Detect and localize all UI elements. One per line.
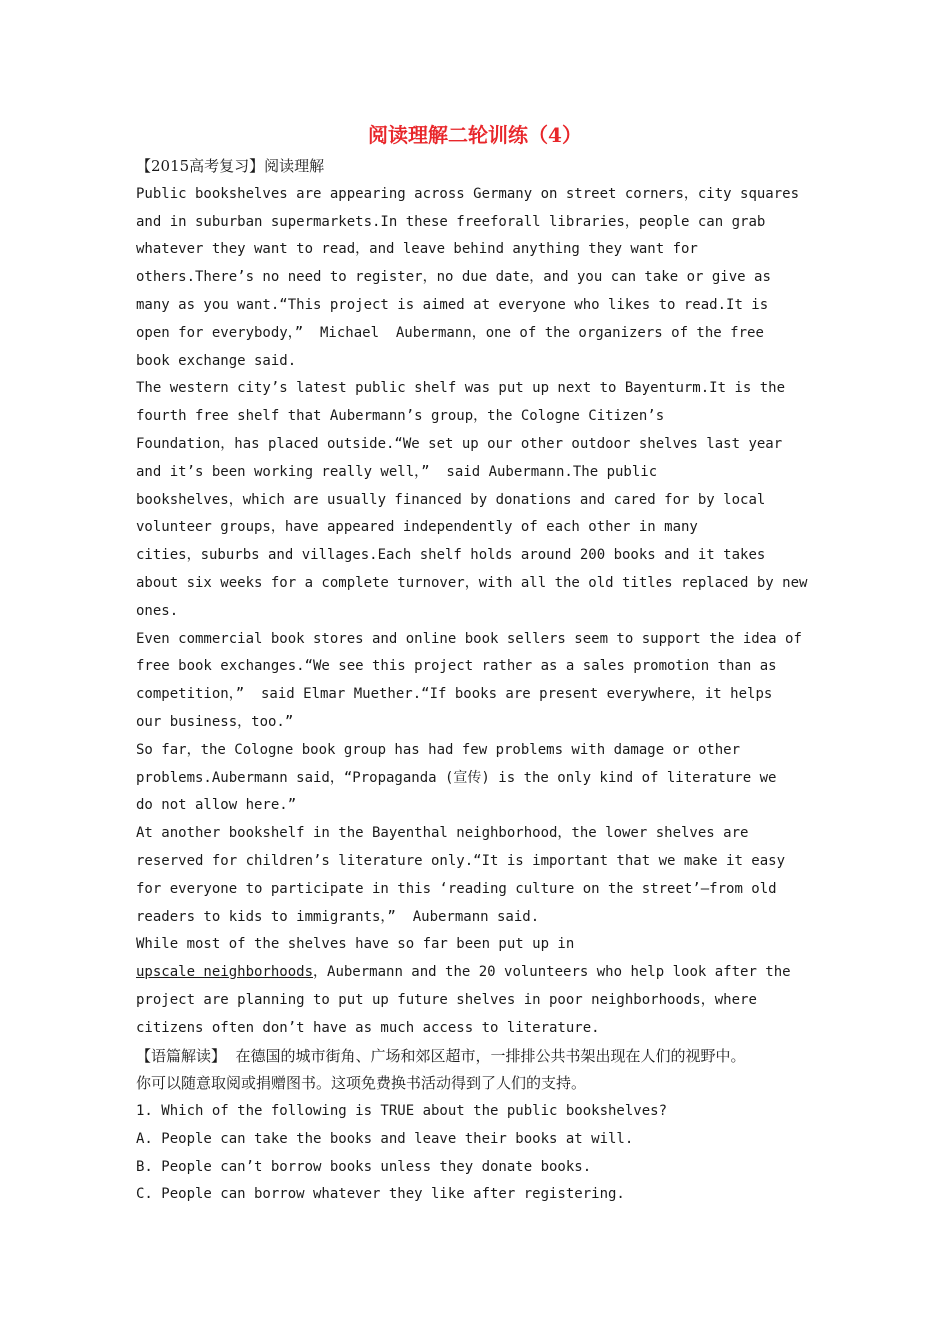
text-line: bookshelves，which are usually financed by donations and cared for by local — [136, 491, 766, 508]
text-line: book exchange said. — [136, 352, 297, 369]
text-line-underlined — [136, 959, 826, 987]
passage-analysis-line: 【语篇解读】 在德国的城市街角、广场和郊区超市，一排排公共书架出现在人们的视野中。 — [136, 1046, 746, 1065]
document-body — [136, 153, 826, 1209]
text-line: At another bookshelf in the Bayenthal neighborhood，the lower shelves are — [136, 825, 749, 842]
text-line: whatever they want to read，and leave behind anything they want for — [136, 241, 698, 258]
passage-analysis-line: 你可以随意取阅或捐赠图书。这项免费换书活动得到了人们的支持。 — [136, 1074, 587, 1093]
text-line: citizens often don’t have as much access to literature. — [136, 1019, 600, 1036]
text-line: open for everybody，” Michael Aubermann，one of the organizers of the free — [136, 324, 764, 341]
text-line: our business，too.” — [136, 713, 294, 730]
option-c: C. People can borrow whatever they like after registering. — [136, 1186, 625, 1203]
question-text: 1. Which of the following is TRUE about the public bookshelves? — [136, 1103, 668, 1120]
text-line: many as you want.“This project is aimed at everyone who likes to read.It is — [136, 296, 769, 313]
text-line: volunteer groups，have appeared independently of each other in many — [136, 519, 698, 536]
text-line: fourth free shelf that Aubermann’s group，the Cologne Citizen’s — [136, 408, 665, 425]
text-line: Public bookshelves are appearing across Germany on street corners，city squares — [136, 185, 800, 202]
text-line: and it’s been working really well，” said Aubermann.The public — [136, 463, 658, 480]
text-line: about six weeks for a complete turnover，with all the old titles replaced by new — [136, 574, 808, 591]
text-line: Foundation，has placed outside.“We set up our other outdoor shelves last year — [136, 435, 783, 452]
text-line: for everyone to participate in this ‘reading culture on the street’—from old — [136, 880, 777, 897]
text-line: So far，the Cologne book group has had few problems with damage or other — [136, 741, 741, 758]
text-line: do not allow here.” — [136, 797, 297, 814]
underlined-phrase: upscale neighborhoods — [136, 964, 314, 981]
text-line: reserved for children’s literature only.“It is important that we make it easy — [136, 852, 786, 869]
text-line: and in suburban supermarkets.In these freeforall libraries，people can grab — [136, 213, 766, 230]
text-line: The western city’s latest public shelf was put up next to Bayenturm.It is the — [136, 380, 786, 397]
option-b: B. People can’t borrow books unless they donate books. — [136, 1158, 592, 1175]
text-line: problems.Aubermann said，“Propaganda (宣传) is the only kind of literature we — [136, 769, 777, 786]
text-line: readers to kids to immigrants，” Aubermann said. — [136, 908, 540, 925]
section-heading: 【2015高考复习】阅读理解 — [136, 157, 325, 175]
text-line-rest: ，Aubermann and the 20 volunteers who help look after the — [313, 964, 791, 981]
text-line: project are planning to put up future shelves in poor neighborhoods，where — [136, 991, 757, 1008]
text-line: Even commercial book stores and online book sellers seem to support the idea of — [136, 630, 802, 647]
text-line: While most of the shelves have so far been put up in — [136, 936, 575, 953]
text-line: ones. — [136, 602, 179, 619]
text-line: cities，suburbs and villages.Each shelf holds around 200 books and it takes — [136, 547, 766, 564]
text-line: free book exchanges.“We see this project rather as a sales promotion than as — [136, 658, 777, 675]
text-line: competition，” said Elmar Muether.“If books are present everywhere，it helps — [136, 686, 773, 703]
text-line: others.There’s no need to register，no due date，and you can take or give as — [136, 269, 771, 286]
document-title: 阅读理解二轮训练（4） — [368, 123, 582, 147]
option-a: A. People can take the books and leave their books at will. — [136, 1130, 634, 1147]
